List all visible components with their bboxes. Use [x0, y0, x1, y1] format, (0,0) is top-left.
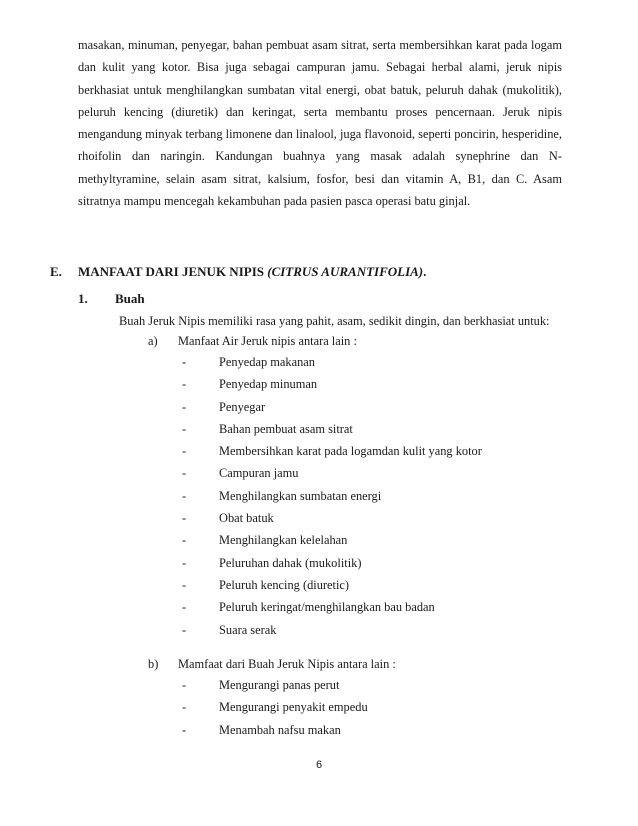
- bullet-dash: -: [182, 355, 187, 369]
- bullet-dash: -: [182, 421, 187, 436]
- group-a-label: Manfaat Air Jeruk nipis antara lain :: [178, 334, 357, 348]
- bullet-dash: -: [182, 722, 187, 737]
- bullet-dash: -: [182, 533, 187, 548]
- group-b-letter: b): [148, 657, 159, 671]
- section-title: MANFAAT DARI JENUK NIPIS: [78, 264, 268, 279]
- list-item: - Bahan pembuat asam sitrat: [182, 418, 482, 440]
- bullet-dash: -: [182, 622, 187, 637]
- bullet-dash: -: [182, 466, 187, 481]
- subsection-heading: [78, 291, 145, 307]
- bullet-dash: -: [182, 511, 187, 526]
- page-number: 6: [315, 759, 323, 771]
- bullet-dash: -: [182, 555, 187, 570]
- bullet-dash: -: [182, 444, 187, 459]
- list-item: - Menambah nafsu makan: [182, 719, 368, 741]
- group-b-list: [182, 674, 368, 741]
- bullet-dash: -: [182, 377, 187, 392]
- list-item: - Campuran jamu: [182, 462, 482, 484]
- list-item: - Penyedap makanan: [182, 351, 482, 373]
- list-item: - Membersihkan karat pada logamdan kulit yang kotor: [182, 440, 482, 462]
- section-heading: [50, 264, 426, 280]
- list-item: - Suara serak: [182, 619, 482, 641]
- list-item: - Mengurangi panas perut: [182, 674, 368, 696]
- subsection-title: Buah: [115, 291, 145, 306]
- group-a-list: [182, 351, 482, 641]
- group-a-heading: [148, 334, 357, 349]
- bullet-dash: -: [182, 488, 187, 503]
- list-item: - Peluruh keringat/menghilangkan bau badan: [182, 596, 482, 618]
- list-item: - Mengurangi penyakit empedu: [182, 696, 368, 718]
- list-item: - Menghilangkan sumbatan energi: [182, 485, 482, 507]
- bullet-dash: -: [182, 700, 187, 715]
- group-a-letter: a): [148, 334, 158, 348]
- list-item: - Penyedap minuman: [182, 373, 482, 395]
- list-item: - Obat batuk: [182, 507, 482, 529]
- bullet-dash: -: [182, 399, 187, 414]
- section-suffix: .: [423, 264, 427, 279]
- list-item: - Peluruh kencing (diuretic): [182, 574, 482, 596]
- group-b-heading: [148, 657, 396, 672]
- list-item: - Penyegar: [182, 396, 482, 418]
- intro-sentence: Buah Jeruk Nipis memiliki rasa yang pahit, asam, sedikit dingin, dan berkhasiat untuk:: [119, 314, 550, 328]
- group-b-label: Mamfaat dari Buah Jeruk Nipis antara lain :: [178, 657, 396, 671]
- subsection-number: 1.: [78, 291, 88, 306]
- section-latin-name: (CITRUS AURANTIFOLIA): [267, 264, 424, 279]
- body-paragraph: masakan, minuman, penyegar, bahan pembuat asam sitrat, serta membersihkan karat pada logam dan kulit yang kotor. Bisa juga sebagai campuran jamu. Sebagai herbal alami, jeruk nipis berkhasiat untuk menghilangkan sumbatan vital energi, obat batuk, peluruh dahak (mukolitik), peluruh kencing (diuretik) dan keringat, serta membantu proses pencernaan. Jeruk nipis mengandung minyak terbang limonene dan linalool, juga flavonoid, seperti poncirin, hesperidine, rhoifolin dan naringin. Kandungan buahnya yang masak adalah synephrine dan N-methyltyramine, selain asam sitrat, kalsium, fosfor, besi dan vitamin A, B1, dan C. Asam sitratnya mampu mencegah kekambuhan pada pasien pasca operasi batu ginjal.: [78, 38, 562, 209]
- bullet-dash: -: [182, 600, 187, 615]
- list-item: - Peluruhan dahak (mukolitik): [182, 552, 482, 574]
- list-item: - Menghilangkan kelelahan: [182, 529, 482, 551]
- bullet-dash: -: [182, 577, 187, 592]
- section-letter: E.: [50, 264, 62, 279]
- bullet-dash: -: [182, 678, 187, 692]
